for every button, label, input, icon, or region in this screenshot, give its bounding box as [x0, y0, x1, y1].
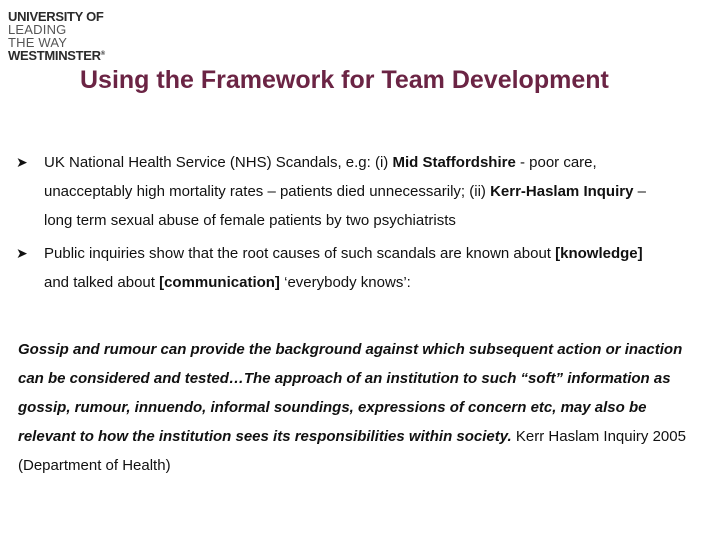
bullet-text-part: Public inquiries show that the root causes of such scandals are known about: [44, 245, 556, 262]
bullet-public-inquiries: [16, 239, 666, 297]
keyword-knowledge: [knowledge]: [555, 245, 643, 262]
bullet-text-part: and talked about: [44, 274, 160, 291]
logo-line-4: [8, 49, 105, 62]
bullet-text-part: - poor care, unacceptably high mortality rates – patients died unnecessarily; (ii): [44, 154, 597, 200]
logo-line-2: LEADING: [8, 22, 67, 37]
keyword-mid-staffordshire: Mid Staffordshire: [392, 154, 516, 171]
arrow-bullet-icon: ➤: [16, 154, 28, 170]
logo-line-1: UNIVERSITY OF: [8, 9, 104, 24]
quote-citation: Kerr Haslam Inquiry 2005 (Department of Health): [18, 428, 686, 474]
logo-westminster: WESTMINSTER: [8, 48, 101, 63]
logo-line-3: THE WAY: [8, 35, 68, 50]
keyword-kerr-haslam: Kerr-Haslam Inquiry: [490, 183, 634, 200]
logo-registered-mark: ®: [100, 51, 105, 57]
quote-text: Gossip and rumour can provide the background against which subsequent action or inaction can be considered and tested…The approach of an institution to such “soft” information as gossip, rumour, innuendo, informal soundings, expressions of concern etc, may also be relevant to how the institution sees its responsibilities within society.: [18, 341, 683, 445]
keyword-communication: [communication]: [159, 274, 280, 291]
bullet-text-part: ‘everybody knows’:: [279, 274, 411, 291]
bullet-text: [44, 148, 666, 235]
inquiry-quote: [18, 335, 688, 480]
slide-title: Using the Framework for Team Development: [80, 66, 609, 94]
bullet-text-part: – long term sexual abuse of female patients by two psychiatrists: [44, 183, 646, 229]
bullet-text: [44, 239, 666, 297]
university-logo: [8, 10, 105, 62]
arrow-bullet-icon: ➤: [16, 245, 28, 261]
bullet-nhs-scandals: [16, 148, 666, 235]
bullet-text-part: UK National Health Service (NHS) Scandals, e.g: (i): [44, 154, 393, 171]
